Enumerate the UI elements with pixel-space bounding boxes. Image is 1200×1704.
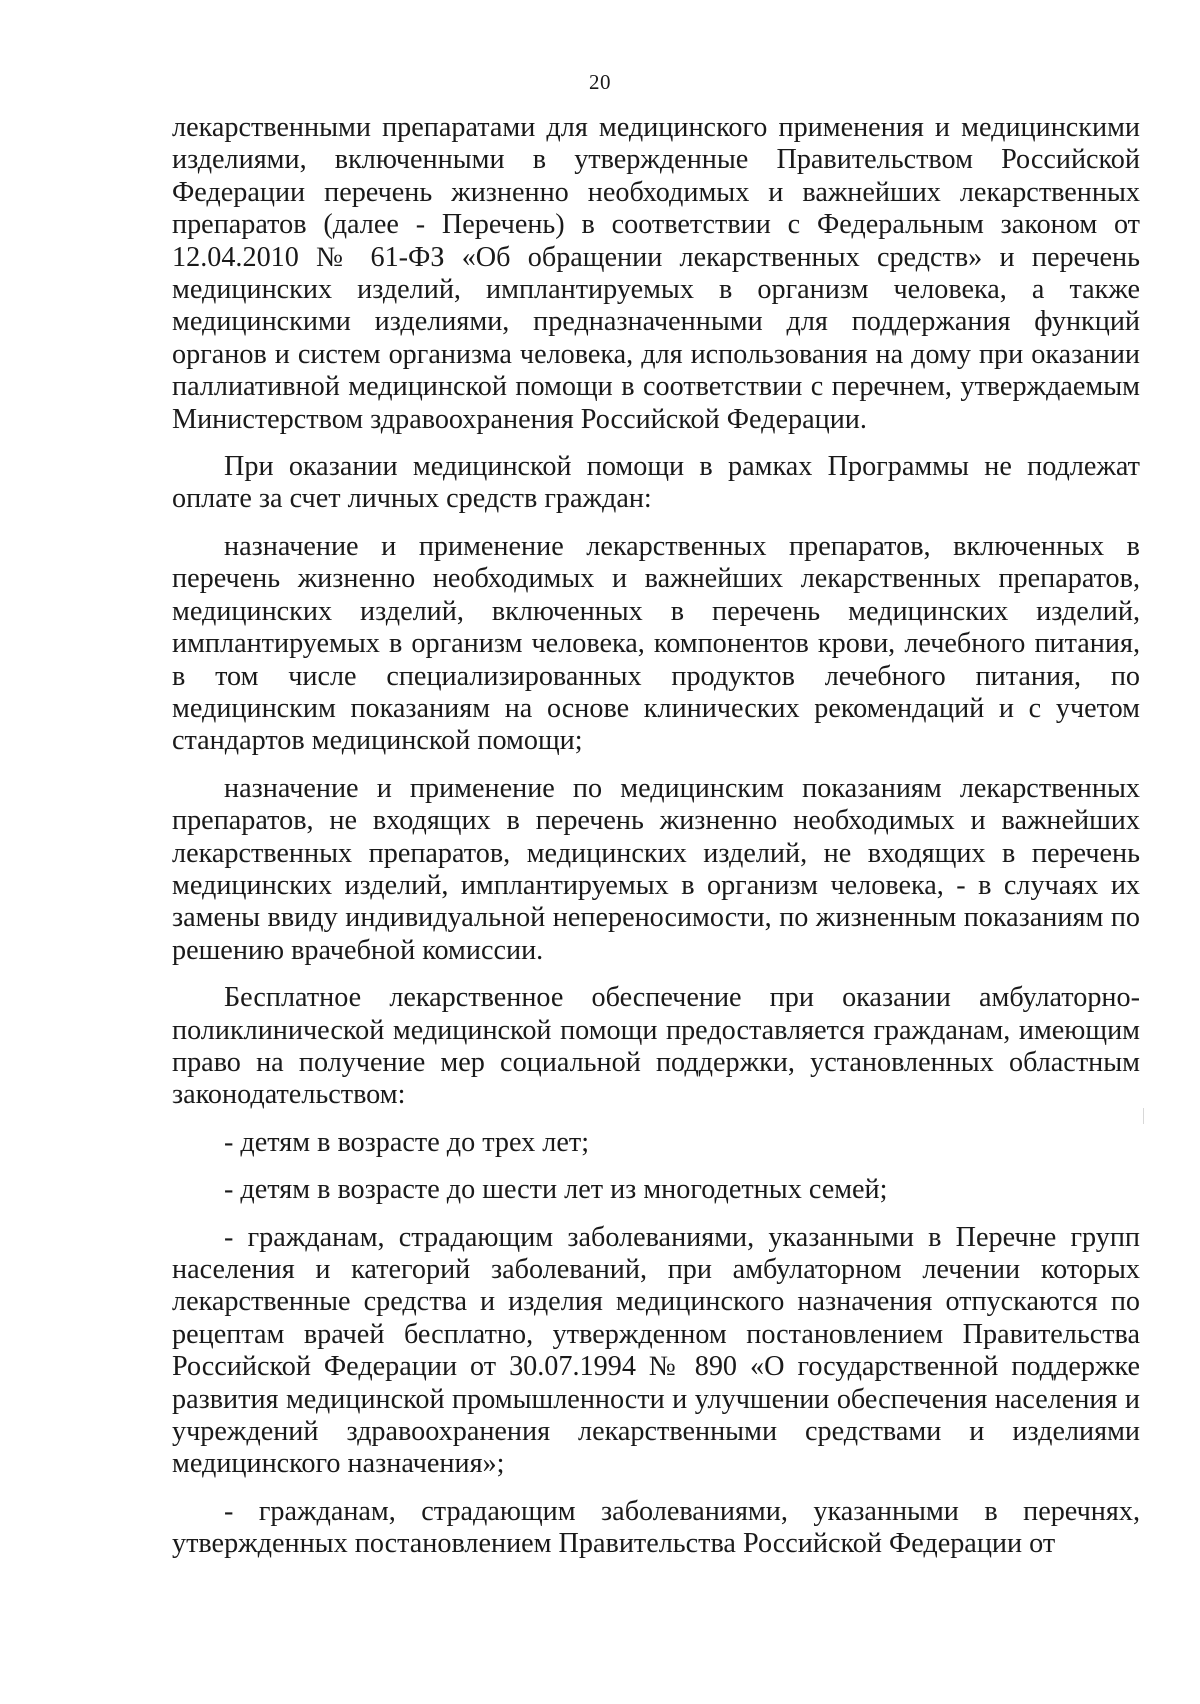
list-item-citizens-decree-890: - гражданам, страдающим заболеваниями, указанными в Перечне групп населения и категорий заболеваний, при амбулаторном лечении которых лекарственные средства и изделия медицинского назначения отпускаются по рецептам врачей бесплатно, утвержденном постановлением Правительства Российской Федерации от 30.07.1994 № 890 «О государственной поддержке развития медицинской промышленности и улучшении обеспечения населения и учреждений здравоохранения лекарственными средствами и изделиями медицинского назначения»; — [172, 1221, 1140, 1480]
paragraph-not-payable-intro: При оказании медицинской помощи в рамках Программы не подлежат оплате за счет личных средств граждан: — [172, 451, 1140, 515]
paragraph-excluded-drugs: назначение и применение по медицинским показаниям лекарственных препаратов, не входящих в перечень жизненно необходимых и важнейших лекарственных препаратов, медицинских изделий, не входящих в перечень медицинских изделий, имплантируемых в организм человека, - в случаях их замены ввиду индивидуальной непереносимости, по жизненным показаниям по решению врачебной комиссии. — [172, 772, 1140, 966]
paragraph-free-provision: Бесплатное лекарственное обеспечение при оказании амбулаторно-поликлинической медицинской помощи предоставляется гражданам, имеющим право на получение мер социальной поддержки, установленных областным законодательством: — [172, 982, 1140, 1111]
list-item-citizens-government-lists: - гражданам, страдающим заболеваниями, указанными в перечнях, утвержденных постановлением Правительства Российской Федерации от — [172, 1495, 1140, 1560]
list-item-children-under-three: - детям в возрасте до трех лет; — [224, 1126, 590, 1158]
paragraph-included-drugs: назначение и применение лекарственных препаратов, включенных в перечень жизненно необходимых и важнейших лекарственных препаратов, медицинских изделий, включенных в перечень медицинских изделий, имплантируемых в организм человека, компонентов крови, лечебного питания, в том числе специализированных продуктов лечебного питания, по медицинским показаниям на основе клинических рекомендаций и с учетом стандартов медицинской помощи; — [172, 530, 1140, 757]
list-item-children-large-families: - детям в возрасте до шести лет из многодетных семей; — [224, 1174, 888, 1206]
paragraph-continuation: лекарственными препаратами для медицинского применения и медицинскими изделиями, включенными в утвержденные Правительством Российской Федерации перечень жизненно необходимых и важнейших лекарственных препаратов (далее - Перечень) в соответствии с Федеральным законом от 12.04.2010 № 61-ФЗ «Об обращении лекарственных средств» и перечень медицинских изделий, имплантируемых в организм человека, а также медицинскими изделиями, предназначенными для поддержания функций органов и систем организма человека, для использования на дому при оказании паллиативной медицинской помощи в соответствии с перечнем, утверждаемым Министерством здравоохранения Российской Федерации. — [172, 112, 1140, 435]
page-number: 20 — [589, 70, 611, 94]
scan-artifact — [1143, 1108, 1144, 1124]
document-body — [172, 112, 1140, 1576]
